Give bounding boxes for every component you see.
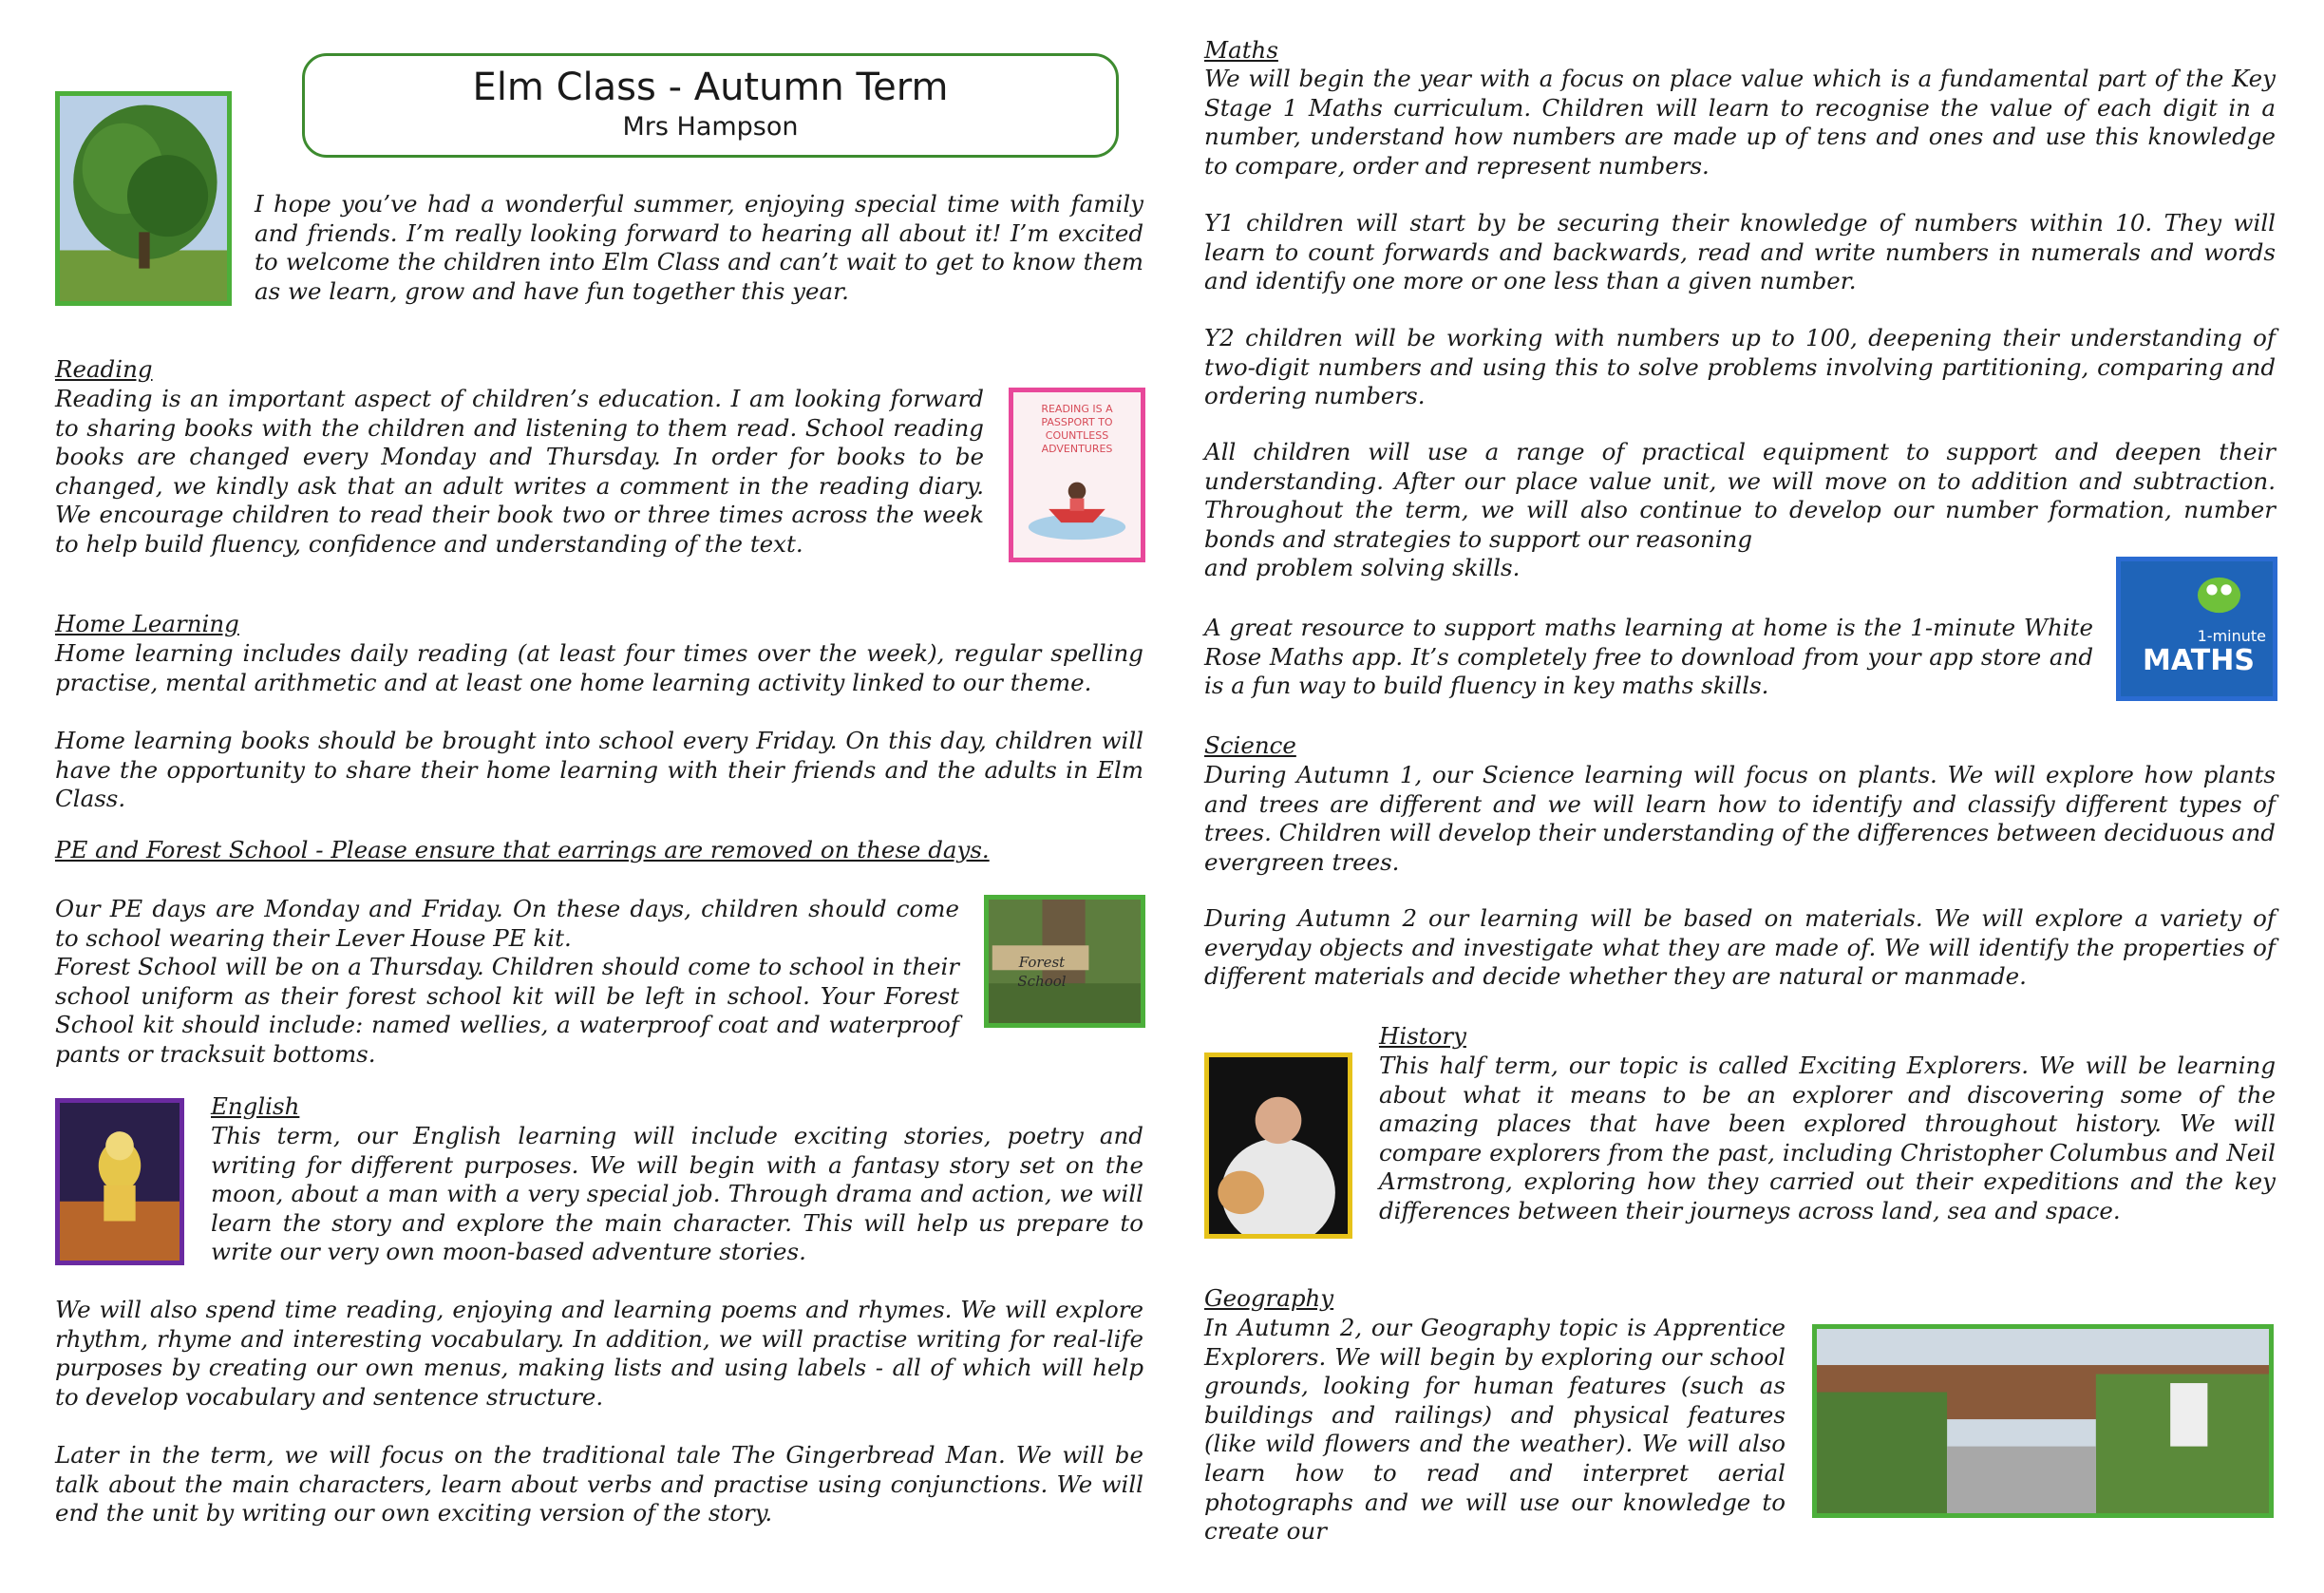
maths-text-2: Y1 children will start by be securing their knowledge of numbers within 10. They will learn to count forwards and backwards, read and write numbers in numerals and words and identify one more or one less than a given number. — [1204, 209, 2276, 295]
school-grounds-photo — [1812, 1324, 2274, 1518]
reading-heading: Reading — [55, 355, 153, 383]
english-text-1: This term, our English learning will include exciting stories, poetry and writing for different purposes. We will begin with a fantasy story set on the moon, about a man with a very special job. Through drama and action, we will learn the story and explore the main character. This will help us prepare to write our very own moon-based adventure stories. — [211, 1122, 1143, 1266]
geography-text: In Autumn 2, our Geography topic is Apprentice Explorers. We will begin by exploring our school grounds, looking for human features (such as buildings and railings) and physical features (like wild flowers and the weather). We will also learn how to read and interpret aerial photographs and we will use our knowledge to create our — [1204, 1314, 1786, 1546]
pe-heading: PE and Forest School - Please ensure that earrings are removed on these days. — [55, 836, 990, 863]
english-text-3: Later in the term, we will focus on the traditional tale The Gingerbread Man. We will be talk about the main characters, learn about verbs and practise using conjunctions. We will end the unit by writing our own exciting version of the story. — [55, 1441, 1143, 1527]
science-text-1: During Autumn 1, our Science learning will focus on plants. We will explore how plants and trees are different and we will learn how to identify and classify different types of trees. Children will develop their understanding of the differences between deciduous and evergreen trees. — [1204, 761, 2276, 876]
science-heading: Science — [1204, 731, 1296, 759]
maths-text-5: A great resource to support maths learning at home is the 1-minute White Rose Maths app. It’s completely free to download from your app store and is a fun way to build fluency in key maths skills. — [1204, 614, 2093, 700]
maths-text-4: All children will use a range of practical equipment to support and deepen their understanding. After our place value unit, we will move on to addition and subtraction. Throughout the term, we will also continue to develop our number formation, number bonds and strategies to support our reasoning — [1204, 438, 2276, 553]
history-text: This half term, our topic is called Exciting Explorers. We will be learning about what it means to be an explorer and discovering some of the amazing places that have been explored throughout history. We will compare explorers from the past, including Christopher Columbus and Neil Armstrong, exploring how they carried out their expeditions and the key differences between their journeys across land, sea and space. — [1379, 1052, 2276, 1224]
title-box — [302, 53, 1119, 158]
english-text-2: We will also spend time reading, enjoying and learning poems and rhymes. We will explore rhythm, rhyme and interesting vocabulary. In addition, we will practise writing for real-life purposes by creating our own menus, making lists and using labels - all of which will help to develop vocabulary and sentence structure. — [55, 1296, 1143, 1411]
home-learning-heading: Home Learning — [55, 610, 239, 637]
english-story-image — [55, 1098, 184, 1265]
home-learning-text-1: Home learning includes daily reading (at least four times over the week), regular spelling practise, mental arithmetic and at least one home learning activity linked to our theme. — [55, 639, 1143, 696]
astronaut-photo — [1204, 1053, 1352, 1239]
history-heading: History — [1379, 1022, 1466, 1050]
intro-text: I hope you’ve had a wonderful summer, enjoying special time with family and friends. I’m really looking forward to hearing all about it! I’m excited to welcome the children into Elm Class and can’t wait to get to know them as we learn, grow and have fun together this year. — [255, 190, 1143, 305]
maths-heading: Maths — [1204, 36, 1278, 64]
forest-school-sign-text: Forest School — [1017, 954, 1067, 990]
geography-heading: Geography — [1204, 1284, 1334, 1312]
english-heading: English — [211, 1092, 300, 1120]
page-title: Elm Class - Autumn Term — [472, 66, 949, 109]
maths-text-3: Y2 children will be working with numbers up to 100, deepening their understanding of two-digit numbers and using this to solve problems involving partitioning, comparing and ordering numbers. — [1204, 324, 2276, 410]
tree-photo — [55, 91, 232, 306]
one-minute-maths-logo-bottom: MATHS — [2143, 644, 2255, 677]
pe-text-2: Forest School will be on a Thursday. Children should come to school in their school uniform as their forest school kit will be left in school. Your Forest School kit should include: named wellies, a waterproof coat and waterproof pants or tracksuit bottoms. — [55, 953, 959, 1068]
reading-poster-text: READING IS A PASSPORT TO COUNTLESS ADVENTURES — [1041, 403, 1113, 455]
maths-text-4-end: and problem solving skills. — [1204, 554, 1521, 581]
pe-text-1: Our PE days are Monday and Friday. On these days, children should come to school wearing their Lever House PE kit. — [55, 895, 959, 952]
one-minute-maths-logo-top: 1-minute — [2197, 627, 2266, 645]
science-text-2: During Autumn 2 our learning will be based on materials. We will explore a variety of everyday objects and investigate what they are made of. We will identify the properties of different materials and decide whether they are natural or manmade. — [1204, 904, 2276, 991]
reading-text: Reading is an important aspect of children’s education. I am looking forward to sharing books with the children and listening to them read. School reading books are changed every Monday and Thursday. In order for books to be changed, we kindly ask that an adult writes a comment in the reading diary. We encourage children to read their book two or three times across the week to help build fluency, confidence and understanding of the text. — [55, 385, 984, 558]
teacher-name: Mrs Hampson — [622, 112, 799, 142]
home-learning-text-2: Home learning books should be brought into school every Friday. On this day, children will have the opportunity to share their home learning with their friends and the adults in Elm Class. — [55, 727, 1143, 813]
maths-text-1: We will begin the year with a focus on place value which is a fundamental part of the Key Stage 1 Maths curriculum. Children will learn to recognise the value of each digit in a number, understand how numbers are made up of tens and ones and use this knowledge to compare, order and represent numbers. — [1204, 65, 2276, 180]
